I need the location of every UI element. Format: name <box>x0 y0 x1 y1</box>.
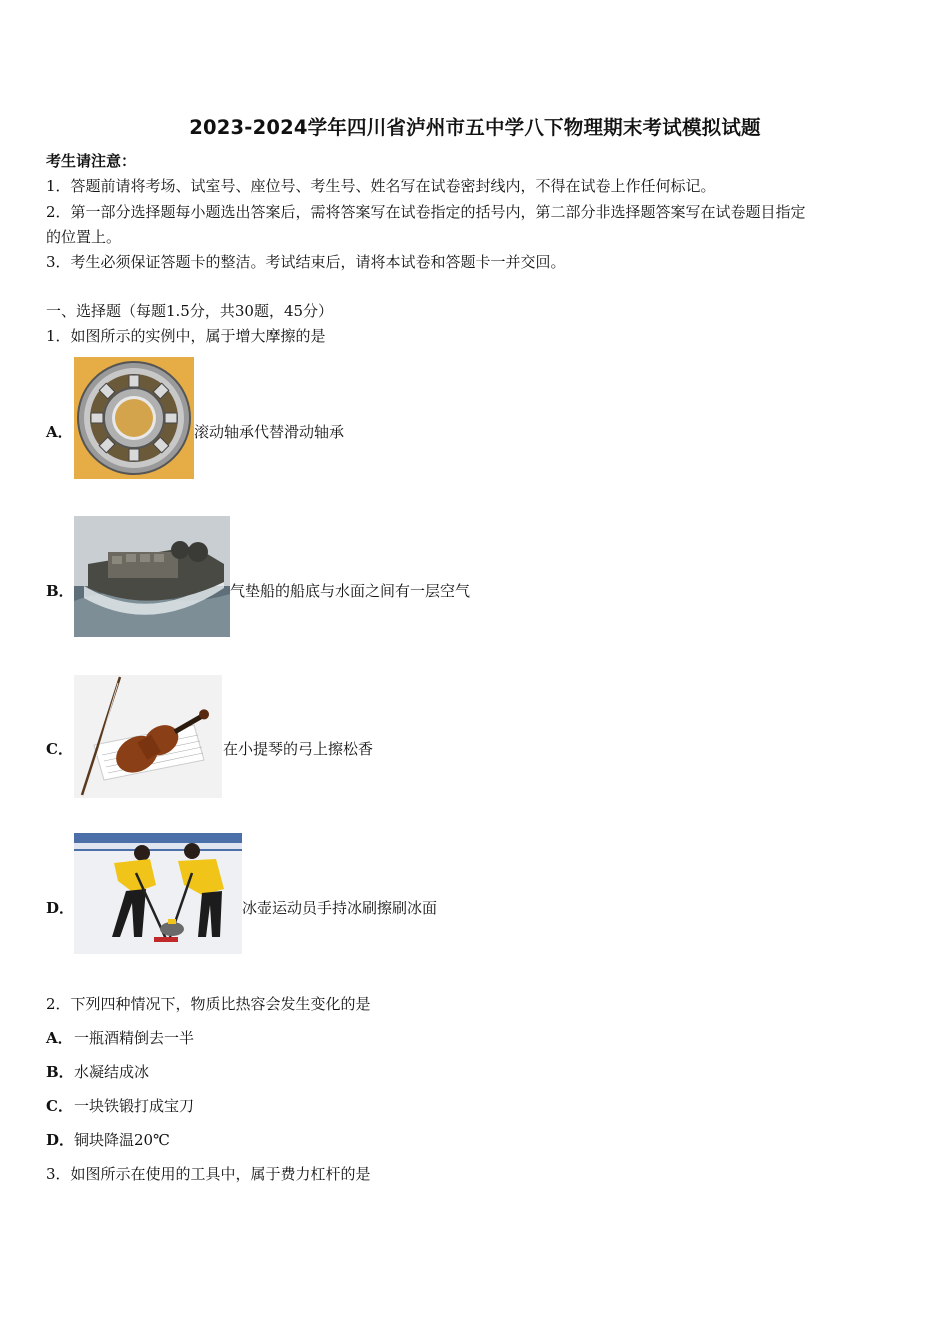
q2-option-b-label: B． <box>46 1063 74 1081</box>
notice-item-1: 1．答题前请将考场、试室号、座位号、考生号、姓名写在试卷密封线内，不得在试卷上作任何标记。 <box>46 177 716 195</box>
notice-item-2: 2．第一部分选择题每小题选出答案后，需将答案写在试卷指定的括号内，第二部分非选择题答案写在试卷题目指定 <box>46 203 806 221</box>
q1-option-d-label: D． <box>46 899 75 917</box>
q1-option-b-text: 气垫船的船底与水面之间有一层空气 <box>230 582 471 600</box>
q2-option-d-text: 铜块降温20℃ <box>74 1131 170 1149</box>
notice-item-2-cont: 的位置上。 <box>46 228 122 246</box>
violin-image <box>74 675 222 798</box>
q2-option-c-label: C． <box>46 1097 73 1115</box>
q2-option-b-text: 水凝结成冰 <box>74 1063 150 1081</box>
q3-stem: 3．如图所示在使用的工具中，属于费力杠杆的是 <box>46 1165 371 1183</box>
q2-stem: 2．下列四种情况下，物质比热容会发生变化的是 <box>46 995 371 1013</box>
curling-image <box>74 833 242 954</box>
notice-heading: 考生请注意： <box>46 152 137 170</box>
notice-item-3: 3．考生必须保证答题卡的整洁。考试结束后，请将本试卷和答题卡一并交回。 <box>46 253 566 271</box>
q1-option-c-text: 在小提琴的弓上擦松香 <box>223 740 374 758</box>
q2-option-c-text: 一块铁锻打成宝刀 <box>74 1097 195 1115</box>
bearing-image <box>74 357 194 479</box>
q2-option-a-label: A． <box>46 1029 73 1047</box>
q1-option-d-text: 冰壶运动员手持冰刷擦刷冰面 <box>242 899 438 917</box>
q1-stem: 1．如图所示的实例中，属于增大摩擦的是 <box>46 327 326 345</box>
q2-option-d-label: D． <box>46 1131 75 1149</box>
q2-option-a-text: 一瓶酒精倒去一半 <box>74 1029 195 1047</box>
hovercraft-image <box>74 516 230 637</box>
q1-option-a-label: A． <box>46 423 73 441</box>
q1-option-b-label: B． <box>46 582 74 600</box>
page-title: 2023-2024学年四川省泸州市五中学八下物理期末考试模拟试题 <box>189 116 761 139</box>
q1-option-c-label: C． <box>46 740 73 758</box>
section-heading: 一、选择题（每题1.5分，共30题，45分） <box>46 302 334 320</box>
q1-option-a-text: 滚动轴承代替滑动轴承 <box>194 423 345 441</box>
